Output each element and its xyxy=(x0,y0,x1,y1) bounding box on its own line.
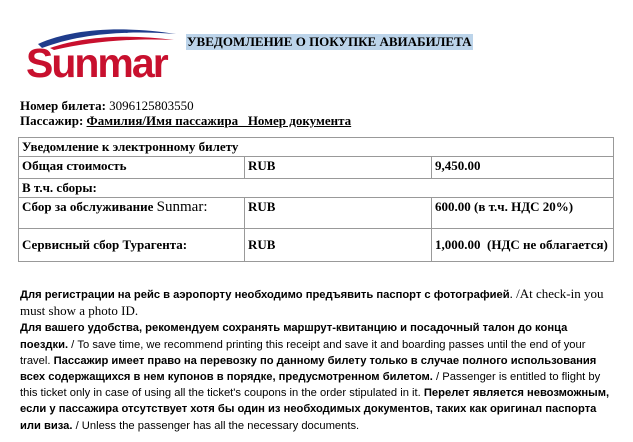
table-row xyxy=(19,229,614,262)
notice-p4-ru: Перелет является невозможным, если у пассажира отсутствует хотя бы один из необходимых документов, таких как оригинал паспорта или виза. xyxy=(20,387,610,432)
sunmar-logo xyxy=(24,26,179,96)
passenger-label: Пассажир: xyxy=(20,113,84,128)
included-label: В т.ч. сборы: xyxy=(19,179,614,198)
page-title: УВЕДОМЛЕНИЕ О ПОКУПКЕ АВИАБИЛЕТА xyxy=(187,34,472,49)
notice-p4-sep: / xyxy=(72,419,82,432)
total-currency: RUB xyxy=(245,157,432,179)
fees-table xyxy=(18,137,614,262)
table-row xyxy=(19,138,614,157)
logo-text: Sunmar xyxy=(26,40,167,86)
table-row xyxy=(19,157,614,179)
notice-p3-ru: Пассажир имеет право на перевозку по данному билету только в случае полного использования всех содержащихся в нем купонов в порядке, предусмотренном билетом. xyxy=(20,354,597,384)
service-fee-amount: 600.00 (в т.ч. НДС 20%) xyxy=(432,198,614,229)
service-fee-label-cell xyxy=(19,198,245,229)
notice-p2-sep: / xyxy=(68,338,78,351)
notice-p2-en: To save time, we recommend printing this receipt and save it and boarding passes until the end of your travel. xyxy=(20,338,586,367)
agent-fee-currency: RUB xyxy=(245,229,432,262)
notice-p1-sep: . / xyxy=(509,286,520,301)
table-row xyxy=(19,198,614,229)
notice-p2-ru: Для вашего удобства, рекомендуем сохранять маршрут-квитанцию и посадочный талон до конца поездки. xyxy=(20,322,568,351)
ticket-number-value: 3096125803550 xyxy=(109,98,194,113)
table-row xyxy=(19,179,614,198)
notice-p4-en: Unless the passenger has all the necessary documents. xyxy=(81,419,360,432)
agent-fee-label: Сервисный сбор Турагента: xyxy=(19,229,245,262)
table-header-cell: Уведомление к электронному билету xyxy=(19,138,614,157)
service-fee-brand: Sunmar: xyxy=(156,199,208,215)
service-fee-currency: RUB xyxy=(245,198,432,229)
passenger-value: Фамилия/Имя пассажира Номер документа xyxy=(86,113,352,128)
passenger-line xyxy=(20,113,351,129)
service-fee-label: Сбор за обслуживание xyxy=(22,199,154,214)
notice-p3-en: Passenger is entitled to flight by this ticket only in case of using all the ticket's coupons in the order stipulated in it. xyxy=(20,371,601,400)
notice-p1-ru: Для регистрации на рейс в аэропорту необходимо предъявить паспорт с фотографией xyxy=(20,289,510,301)
agent-fee-amount: 1,000.00 (НДС не облагается) xyxy=(432,229,614,262)
ticket-number-line xyxy=(20,98,194,114)
notice-p3-sep: / xyxy=(432,371,443,384)
notice-p1-en: At check-in you must show a photo ID. xyxy=(20,286,604,319)
total-label: Общая стоимость xyxy=(19,157,245,179)
ticket-number-label: Номер билета: xyxy=(20,98,106,113)
total-amount: 9,450.00 xyxy=(432,157,614,179)
notice-text xyxy=(20,286,618,434)
